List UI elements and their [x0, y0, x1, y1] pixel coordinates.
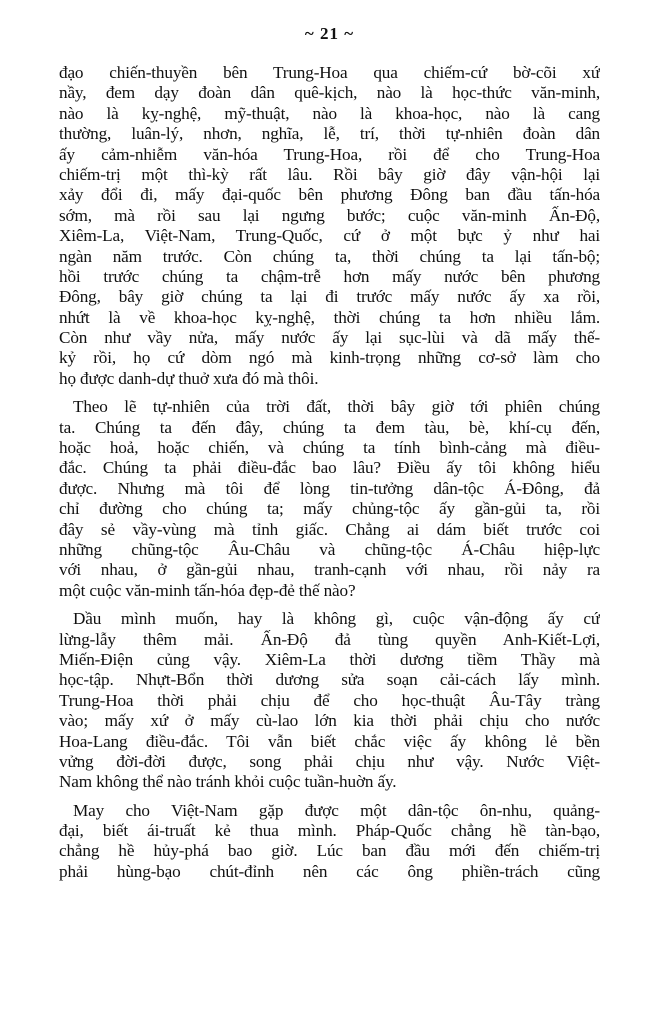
text-line: nào là kỵ-nghệ, mỹ-thuật, nào là khoa-học, nào là cang — [59, 103, 600, 123]
text-line: một cuộc văn-minh tấn-hóa đẹp-đẻ thế nào? — [59, 580, 356, 600]
text-line: họ được danh-dự thuở xưa đó mà thôi. — [59, 368, 319, 388]
text-line: ấy cảm-nhiễm văn-hóa Trung-Hoa, rồi để cho Trung-Hoa — [59, 144, 600, 164]
text-line: chẳng hề hủy-phá bao giờ. Lúc ban đầu mới đến chiếm-trị — [59, 841, 600, 861]
text-line: hồi trước chúng ta chậm-trễ hơn mấy nước bên phương — [59, 266, 600, 286]
text-line: nầy, đem dạy đoàn dân quê-kịch, nào là học-thức văn-minh, — [59, 83, 600, 103]
text-line: Hoa-Lang điều-đắc. Tôi vẫn biết chắc việc ấy không lẻ bền — [59, 731, 600, 751]
text-line: Xiêm-La, Việt-Nam, Trung-Quốc, cứ ở một bực ỷ như hai — [59, 226, 600, 246]
page-number: ~ 21 ~ — [304, 24, 355, 43]
text-line: Đông, bây giờ chúng ta lại đi trước mấy nước ấy xa rồi, — [59, 287, 600, 307]
text-line: chiếm-trị một thì-kỳ rất lâu. Rồi bây giờ đây vận-hội lại — [59, 164, 600, 184]
paragraph-1 — [59, 63, 600, 389]
text-line: học-tập. Nhựt-Bổn thời dương sửa soạn cải-cách lấy mình. — [59, 670, 600, 690]
text-line: Miến-Điện củng vậy. Xiêm-La thời dương tiềm Thầy mà — [59, 649, 600, 669]
paragraph-gap — [59, 793, 600, 801]
text-line: Còn như vầy nửa, mấy nước ấy lại sục-lùi và dã mấy thế- — [59, 328, 600, 348]
text-line: nhứt là về khoa-học kỵ-nghệ, thời chúng ta hơn nhiều lắm. — [59, 307, 600, 327]
text-line: với nhau, ở gần-gủi nhau, tranh-cạnh với nhau, rồi nảy ra — [59, 560, 600, 580]
text-line: chỉ đường cho chúng ta; mấy chủng-tộc ấy gần-gủi ta, rồi — [59, 499, 600, 519]
text-line: được. Nhưng mà tôi để lòng tin-tưởng dân-tộc Á-Đông, đả — [59, 478, 600, 498]
text-line: kỷ rồi, họ cứ dòm ngó mà kinh-trọng những cơ-sở làm cho — [59, 348, 600, 368]
text-line: đây sẻ vầy-vùng mà tỉnh giấc. Chẳng ai dám biết trước coi — [59, 519, 600, 539]
text-line: Dầu mình muốn, hay là không gì, cuộc vận-động ấy cứ — [73, 609, 600, 629]
body-text — [59, 63, 600, 882]
text-line: xảy đổi đi, mấy đại-quốc bên phương Đông ban đầu tấn-hóa — [59, 185, 600, 205]
text-line: thường, luân-lý, nhơn, nghĩa, lễ, trí, thời tự-nhiên đoàn dân — [59, 124, 600, 144]
paragraph-gap — [59, 389, 600, 397]
paragraph-3 — [59, 609, 600, 793]
text-line: Trung-Hoa thời phải chịu để cho học-thuật Âu-Tây tràng — [59, 690, 600, 710]
text-line: hoặc hoả, hoặc chiến, và chúng ta tính bình-cảng mà điều- — [59, 438, 600, 458]
text-line: Theo lẽ tự-nhiên của trời đất, thời bây giờ tới phiên chúng — [73, 397, 600, 417]
text-line: những chũng-tộc Âu-Châu và chũng-tộc Á-Châu hiệp-lực — [59, 539, 600, 559]
text-line: ngàn năm trước. Còn chúng ta, thời chúng ta lại tấn-bộ; — [59, 246, 600, 266]
text-line: lừng-lẫy thêm mải. Ấn-Độ đả tùng quyền Anh-Kiết-Lợi, — [59, 629, 600, 649]
paragraph-2 — [59, 397, 600, 601]
text-line: đắc. Chúng ta phải điều-đắc bao lâu? Điều ấy tôi không hiểu — [59, 458, 600, 478]
text-line: vửng đời-đời được, song phải chịu như vậy. Nước Việt- — [59, 751, 600, 771]
paragraph-gap — [59, 601, 600, 609]
text-line: phải hùng-bạo chút-đỉnh nên các ông phiền-trách cũng — [59, 861, 600, 881]
text-line: May cho Việt-Nam gặp được một dân-tộc ôn-nhu, quảng- — [73, 800, 600, 820]
text-line: ta. Chúng ta đến đây, chúng ta đem tàu, bè, khí-cụ đến, — [59, 417, 600, 437]
text-line: sớm, mà rồi sau lại ngưng bước; cuộc văn-minh Ấn-Độ, — [59, 205, 600, 225]
text-line: đại, biết ái-truất kẻ thua mình. Pháp-Quốc chẳng hề tàn-bạo, — [59, 821, 600, 841]
paragraph-4 — [59, 801, 600, 883]
text-line: đạo chiến-thuyền bên Trung-Hoa qua chiếm-cứ bờ-cõi xứ — [59, 63, 600, 82]
text-line: vào; mấy xứ ở mấy cù-lao lớn kia thời phải chịu cho nước — [59, 711, 600, 731]
text-line: Nam không thể nào tránh khỏi cuộc tuần-huờn ấy. — [59, 772, 397, 792]
